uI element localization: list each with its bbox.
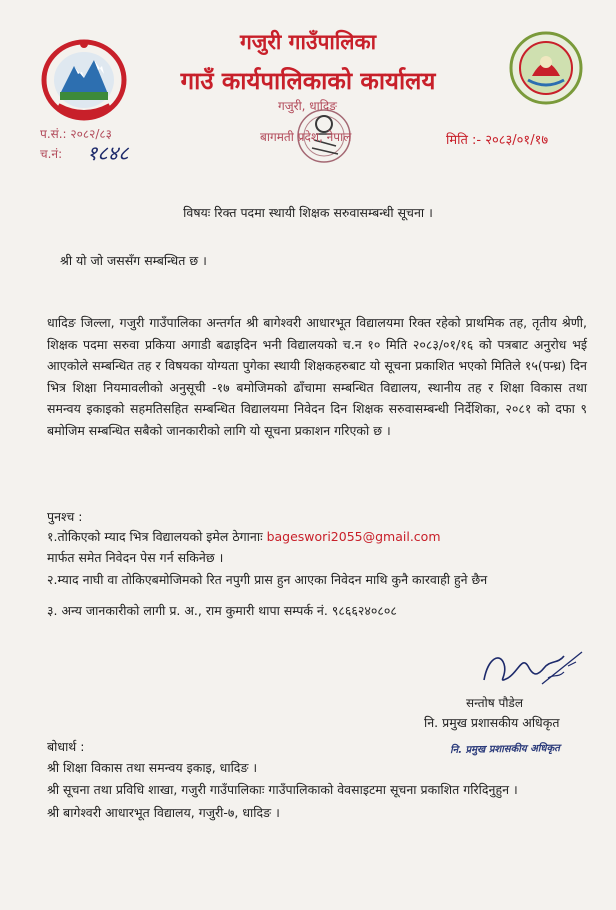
body-paragraph: धादिङ जिल्ला, गजुरी गाउँपालिका अन्तर्गत श्री बागेश्वरी आधारभूत विद्यालयमा रिक्त रहेको प्राथमिक तह, तृतीय श्रेणी, शिक्षक पदमा सरुवा प्रकिया अगाडी बढाइदिन भनी विद्यालयको च.न १० मिति २०८३/०१/१६ को पत्रबाट अनुरोध भई आएकोले सम्बन्धित तह र विषयका योग्यता पुगेका स्थायी शिक्षकहरुबाट यो सूचना प्रकाशित भएको मितिले १५(पन्ध्र) दिन भित्र शिक्षा नियमावलीको अनुसूची -१७ बमोजिमको ढाँचामा सम्बन्धित विद्यालय, स्थानीय तह र शिक्षा विकास तथा समन्वय इकाइको सहमतिसहित सम्बन्धित विद्यालयमा निवेदन दिन शिक्षक सरुवासम्बन्धी निर्देशिका, २०८१ को दफा ९ बमोजिम सम्बन्धित सबैको जानकारीको लागि यो सूचना प्रकाशन गरिएको छ ।	[47, 315, 587, 438]
seal-text-location: गजुरी, धादिङ	[278, 99, 337, 113]
letterhead-office: गाउँ कार्यपालिकाको कार्यालय	[180, 67, 436, 95]
signatory-name: सन्तोष पौडेल	[466, 696, 523, 710]
cc-item: श्री सूचना तथा प्रविधि शाखा, गजुरी गाउँपालिकाः गाउँपालिकाको वेवसाइटमा सूचना प्रकाशित गरिदिनुहुन ।	[47, 782, 518, 797]
postscript-item-2: २.म्याद नाघी वा तोकिएबमोजिमको रित नपुगी प्रास हुन आएका निवेदन माथि कुनै कारवाही हुने छैन	[47, 572, 488, 587]
seal-text-province: बागमती प्रदेश, नेपाल	[260, 130, 352, 144]
signatory-title: नि. प्रमुख प्रशासकीय अधिकृत	[424, 715, 560, 730]
salutation: श्री यो जो जससँग सम्बन्धित छ ।	[60, 253, 207, 268]
signature-icon	[478, 638, 588, 696]
postscript-item-1-text: १.तोकिएको म्याद भित्र विद्यालयको इमेल ठेगानाः	[47, 529, 263, 544]
postscript-heading: पुनश्च :	[47, 509, 83, 524]
signatory-stamp: नि. प्रमुख प्रशासकीय अधिकृत	[449, 743, 561, 756]
patra-sankhya: प.सं.: २०८२/८३	[40, 127, 112, 141]
letter-subject: विषयः रिक्त पदमा स्थायी शिक्षक सरुवासम्बन्धी सूचना ।	[183, 205, 433, 220]
letterhead-municipality: गजुरी गाउँपालिका	[239, 30, 377, 54]
cc-item: श्री बागेश्वरी आधारभूत विद्यालय, गजुरी-७, धादिङ ।	[47, 805, 280, 820]
postscript-item-1	[47, 528, 441, 545]
chalani-number: १८४८	[87, 141, 129, 165]
chalani-label: च.नं:	[40, 147, 63, 161]
cc-heading: बोधार्थ :	[47, 739, 85, 754]
school-email: bageswori2055@gmail.com	[266, 529, 441, 544]
letter-date: मिति :- २०८३/०१/१७	[446, 133, 549, 148]
cc-item: श्री शिक्षा विकास तथा समन्वय इकाइ, धादिङ ।	[47, 760, 258, 775]
postscript-item-1-cont: मार्फत समेत निवेदन पेस गर्न सकिनेछ ।	[47, 550, 224, 565]
postscript-item-3: ३. अन्य जानकारीको लागी प्र. अ., राम कुमारी थापा सम्पर्क नं. ९८६६२४०८०८	[47, 603, 397, 618]
